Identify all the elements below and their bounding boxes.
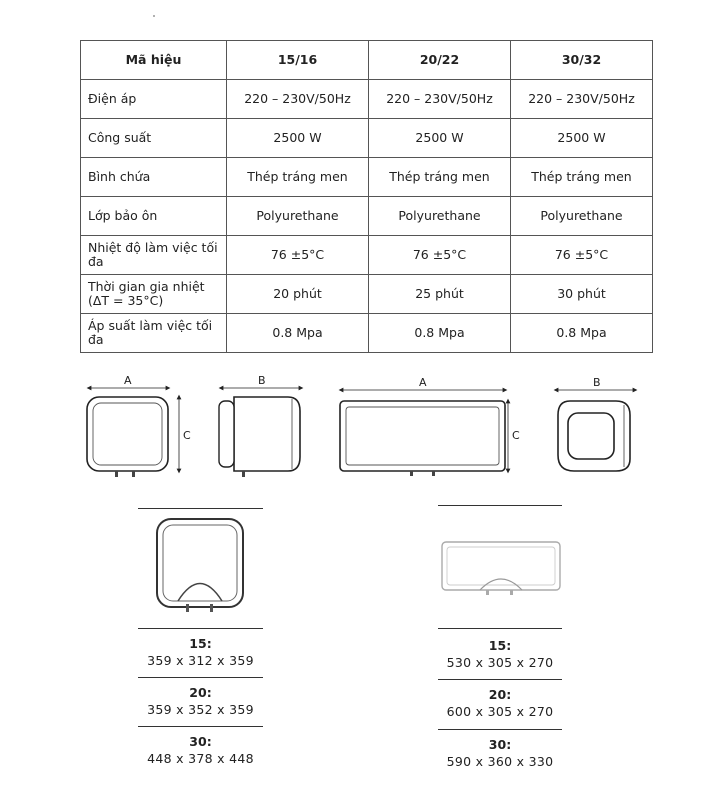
divider bbox=[138, 508, 263, 509]
divider bbox=[438, 628, 562, 629]
size-block-20 bbox=[138, 684, 263, 718]
model-dimensions: 590 x 360 x 330 bbox=[446, 754, 554, 769]
dim-label-b-slim: B bbox=[593, 376, 601, 389]
cell-value: 0.8 Mpa bbox=[227, 314, 369, 353]
size-block-15 bbox=[138, 635, 263, 669]
table-row bbox=[81, 119, 653, 158]
header-15-16: 15/16 bbox=[227, 41, 369, 80]
square-heater-illustration bbox=[150, 516, 250, 616]
divider bbox=[438, 679, 562, 680]
model-label: 15: bbox=[189, 636, 212, 651]
cell-value: 0.8 Mpa bbox=[369, 314, 511, 353]
table-header-row bbox=[81, 41, 653, 80]
table-row bbox=[81, 197, 653, 236]
row-label: Thời gian gia nhiệt (ΔT = 35°C) bbox=[81, 275, 227, 314]
slim-front-view bbox=[340, 376, 520, 476]
model-dimensions: 359 x 312 x 359 bbox=[147, 653, 254, 668]
header-20-22: 20/22 bbox=[369, 41, 511, 80]
cell-value: 0.8 Mpa bbox=[511, 314, 653, 353]
table-row bbox=[81, 314, 653, 353]
slim-heater-illustration bbox=[440, 540, 562, 598]
table-row bbox=[81, 158, 653, 197]
model-label: 30: bbox=[488, 737, 512, 752]
model-dimensions: 359 x 352 x 359 bbox=[147, 702, 254, 717]
cell-value: 30 phút bbox=[511, 275, 653, 314]
model-dimensions: 600 x 305 x 270 bbox=[446, 704, 554, 719]
cell-value: 76 ±5°C bbox=[511, 236, 653, 275]
spec-table bbox=[80, 40, 653, 353]
cell-value: 76 ±5°C bbox=[227, 236, 369, 275]
cell-value: 220 – 230V/50Hz bbox=[511, 80, 653, 119]
row-label: Nhiệt độ làm việc tối đa bbox=[81, 236, 227, 275]
cell-value: Thép tráng men bbox=[369, 158, 511, 197]
square-side-view bbox=[219, 374, 301, 477]
divider bbox=[138, 628, 263, 629]
cell-value: Thép tráng men bbox=[511, 158, 653, 197]
divider bbox=[138, 677, 263, 678]
row-label: Bình chứa bbox=[81, 158, 227, 197]
row-label: Lớp bảo ôn bbox=[81, 197, 227, 236]
model-dimensions: 448 x 378 x 448 bbox=[147, 751, 254, 766]
table-row bbox=[81, 275, 653, 314]
dim-label-b: B bbox=[258, 374, 266, 387]
cell-value: Thép tráng men bbox=[227, 158, 369, 197]
cell-value: 20 phút bbox=[227, 275, 369, 314]
cell-value: Polyurethane bbox=[511, 197, 653, 236]
cell-value: 2500 W bbox=[227, 119, 369, 158]
dim-label-a-slim: A bbox=[419, 376, 427, 389]
stray-dot bbox=[153, 15, 155, 17]
size-block-slim-20 bbox=[438, 686, 562, 720]
square-front-view bbox=[87, 374, 191, 477]
cell-value: 220 – 230V/50Hz bbox=[369, 80, 511, 119]
dimension-diagrams bbox=[0, 365, 724, 490]
cell-value: 2500 W bbox=[369, 119, 511, 158]
cell-value: 2500 W bbox=[511, 119, 653, 158]
divider bbox=[438, 729, 562, 730]
row-label: Áp suất làm việc tối đa bbox=[81, 314, 227, 353]
model-label: 15: bbox=[488, 638, 512, 653]
cell-value: 25 phút bbox=[369, 275, 511, 314]
table-row bbox=[81, 80, 653, 119]
dim-label-c-slim: C bbox=[512, 429, 520, 442]
cell-value: Polyurethane bbox=[369, 197, 511, 236]
header-model: Mã hiệu bbox=[81, 41, 227, 80]
slim-side-view bbox=[556, 376, 635, 471]
divider bbox=[438, 505, 562, 506]
dim-label-c: C bbox=[183, 429, 191, 442]
cell-value: Polyurethane bbox=[227, 197, 369, 236]
model-label: 20: bbox=[488, 687, 512, 702]
cell-value: 76 ±5°C bbox=[369, 236, 511, 275]
size-block-30 bbox=[138, 733, 263, 767]
model-dimensions: 530 x 305 x 270 bbox=[446, 655, 554, 670]
row-label: Điện áp bbox=[81, 80, 227, 119]
table-row bbox=[81, 236, 653, 275]
divider bbox=[138, 726, 263, 727]
row-label: Công suất bbox=[81, 119, 227, 158]
dim-label-a: A bbox=[124, 374, 132, 387]
size-block-slim-15 bbox=[438, 637, 562, 671]
cell-value: 220 – 230V/50Hz bbox=[227, 80, 369, 119]
header-30-32: 30/32 bbox=[511, 41, 653, 80]
model-label: 20: bbox=[189, 685, 212, 700]
model-label: 30: bbox=[189, 734, 212, 749]
size-block-slim-30 bbox=[438, 736, 562, 770]
